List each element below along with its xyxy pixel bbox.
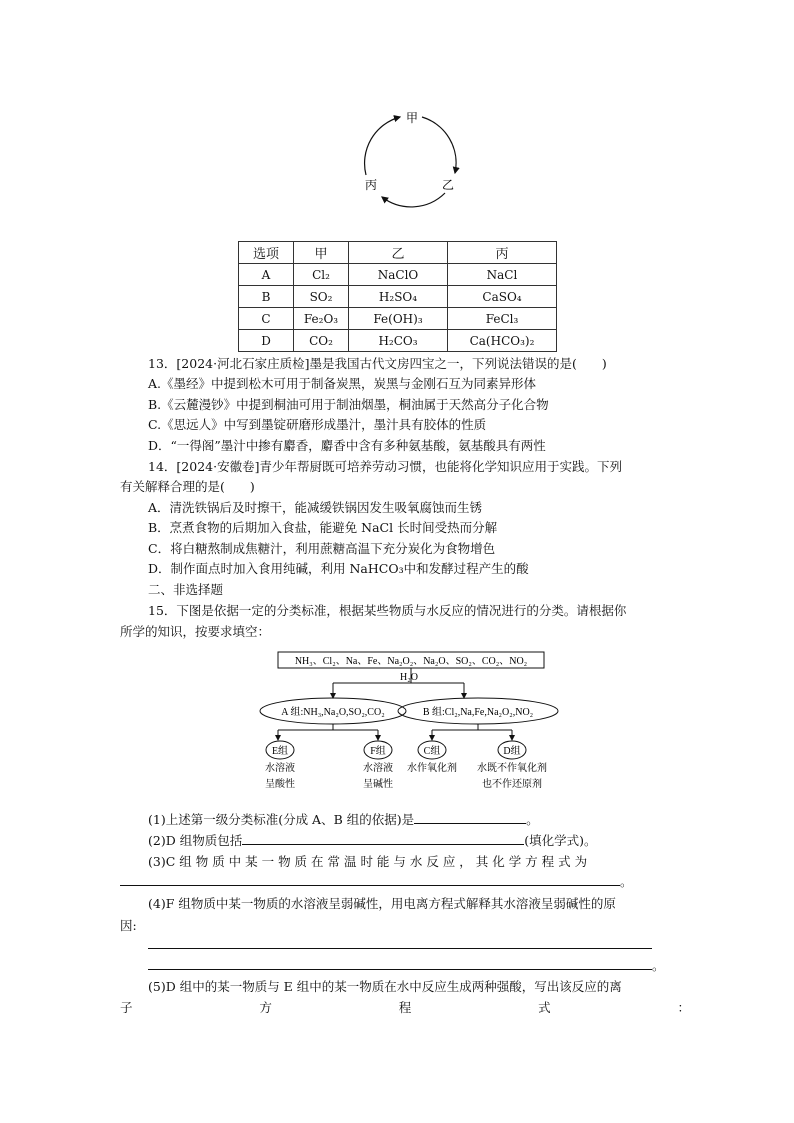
group-d-desc1: 水既不作氧化剂 [477, 763, 547, 774]
answer-blank-2[interactable] [242, 832, 524, 845]
q15-part4-line1: (4)F 组物质中某一物质的水溶液呈弱碱性，用电离方程式解释其水溶液呈弱碱性的原 [148, 896, 616, 911]
answer-blank-4a[interactable] [148, 948, 652, 949]
q15-part3-end: 。 [620, 874, 633, 889]
table-row [239, 330, 557, 352]
table-cell: H₂SO₄ [349, 286, 448, 308]
q14-option-b: B．烹煮食物的后期加入食盐，能避免 NaCl 长时间受热而分解 [148, 520, 498, 535]
q15-stem-line1: 15．下图是依据一定的分类标准，根据某些物质与水反应的情况进行的分类。请根据你 [148, 603, 627, 618]
q14-option-a: A．清洗铁锅后及时擦干，能减缓铁锅因发生吸氧腐蚀而生锈 [148, 500, 483, 515]
cycle-label-left: 丙 [365, 178, 378, 192]
group-f-desc1: 水溶液 [363, 763, 393, 774]
q15-part4-end: 。 [652, 958, 665, 973]
q14-option-d: D．制作面点时加入食用纯碱，利用 NaHCO₃中和发酵过程产生的酸 [148, 561, 529, 576]
table-row [239, 286, 557, 308]
table-cell: NaCl [448, 264, 557, 286]
table-cell: SO₂ [294, 286, 349, 308]
table-row [239, 264, 557, 286]
q13-option-d: D．“一得阁”墨汁中掺有麝香，麝香中含有多种氨基酸，氨基酸具有两性 [148, 438, 546, 453]
q15-part3: (3)C 组 物 质 中 某 一 物 质 在 常 温 时 能 与 水 反 应 ， 其 化 学 方 程 式 为 [148, 854, 588, 869]
q15-part1-end: 。 [526, 812, 539, 827]
group-a-text: A 组:NH₃,Na₂O,SO₂,CO₂ [281, 707, 385, 718]
group-c-desc1: 水作氧化剂 [407, 763, 457, 774]
q14-option-c: C．将白糖熬制成焦糖汁，利用蔗糖高温下充分炭化为食物增色 [148, 541, 496, 556]
table-header-row [239, 242, 557, 264]
table-row [239, 308, 557, 330]
group-f-label: F组 [370, 746, 386, 757]
q15-part4-line2: 因: [120, 918, 137, 933]
q15-part1-text: (1)上述第一级分类标准(分成 A、B 组的依据)是 [148, 812, 415, 827]
section-heading: 二、非选择题 [148, 582, 224, 597]
group-e-desc2: 呈酸性 [265, 779, 295, 790]
table-cell: D [239, 330, 294, 352]
q15-part5-char: 子 [120, 1000, 133, 1015]
q14-stem-line1: 14．[2024·安徽卷]青少年帮厨既可培养劳动习惯，也能将化学知识应用于实践。下列 [148, 459, 622, 474]
table-header-cell: 选项 [239, 242, 294, 264]
table-cell: Cl₂ [294, 264, 349, 286]
answer-blank-3[interactable] [120, 873, 620, 886]
q15-part5-char: 方 [259, 1000, 272, 1015]
cycle-label-top: 甲 [406, 111, 419, 125]
answer-blank-4b[interactable] [148, 957, 652, 970]
q15-part2-text: (2)D 组物质包括 [148, 833, 243, 848]
answer-blank-1[interactable] [414, 811, 526, 824]
q15-stem-line2: 所学的知识，按要求填空： [120, 624, 271, 639]
table-header-cell: 乙 [349, 242, 448, 264]
group-b-text: B 组:Cl₂,Na,Fe,Na₂O₂,NO₂ [422, 707, 534, 718]
q14-stem-line2: 有关解释合理的是( ) [120, 479, 255, 494]
table-cell: Fe₂O₃ [294, 308, 349, 330]
h2o-label: H₂O [400, 672, 418, 683]
table-cell: B [239, 286, 294, 308]
q15-part5-char: 式 [538, 1000, 551, 1015]
table-cell: FeCl₃ [448, 308, 557, 330]
q15-part2-end: (填化学式)。 [524, 833, 597, 848]
table-cell: C [239, 308, 294, 330]
q15-part2 [120, 831, 718, 849]
arc-left [365, 117, 400, 175]
group-e-label: E组 [271, 746, 289, 757]
q15-part5-line1: (5)D 组中的某一物质与 E 组中的某一物质在水中反应生成两种强酸，写出该反应的离 [148, 979, 622, 994]
table-header-cell: 甲 [294, 242, 349, 264]
table-cell: NaClO [349, 264, 448, 286]
table-cell: H₂CO₃ [349, 330, 448, 352]
substances-text: NH₃、Cl₂、Na、Fe、Na₂O₂、Na₂O、SO₂、CO₂、NO₂ [294, 656, 528, 667]
q13-option-b: B.《云麓漫钞》中提到桐油可用于制油烟墨，桐油属于天然高分子化合物 [148, 397, 549, 412]
q13-option-a: A.《墨经》中提到松木可用于制备炭黑，炭黑与金刚石互为同素异形体 [148, 376, 537, 391]
q13-option-c: C.《思远人》中写到墨锭研磨形成墨汁，墨汁具有胶体的性质 [148, 417, 487, 432]
cycle-label-right: 乙 [442, 178, 455, 192]
q15-part3-answer [120, 872, 690, 890]
q15-part5-char: ： [677, 1000, 690, 1015]
arc-top-right [422, 117, 456, 173]
options-table [238, 241, 557, 352]
group-c-label: C组 [423, 746, 441, 757]
q13-stem: 13．[2024·河北石家庄质检]墨是我国古代文房四宝之一，下列说法错误的是( ) [148, 356, 607, 371]
arc-bottom [382, 193, 445, 207]
q15-part5-char: 程 [398, 1000, 412, 1015]
table-cell: A [239, 264, 294, 286]
q15-part1 [120, 810, 718, 828]
table-cell: Ca(HCO₃)₂ [448, 330, 557, 352]
table-cell: CO₂ [294, 330, 349, 352]
q15-part4-answer [148, 956, 668, 974]
group-e-desc1: 水溶液 [265, 763, 295, 774]
table-cell: CaSO₄ [448, 286, 557, 308]
classification-diagram [250, 648, 570, 796]
q15-part5-line2 [120, 998, 690, 1016]
group-d-desc2: 也不作还原剂 [482, 779, 542, 790]
table-cell: Fe(OH)₃ [349, 308, 448, 330]
table-header-cell: 丙 [448, 242, 557, 264]
group-d-label: D组 [503, 746, 521, 757]
group-f-desc2: 呈碱性 [363, 779, 393, 790]
cycle-diagram [350, 105, 470, 215]
